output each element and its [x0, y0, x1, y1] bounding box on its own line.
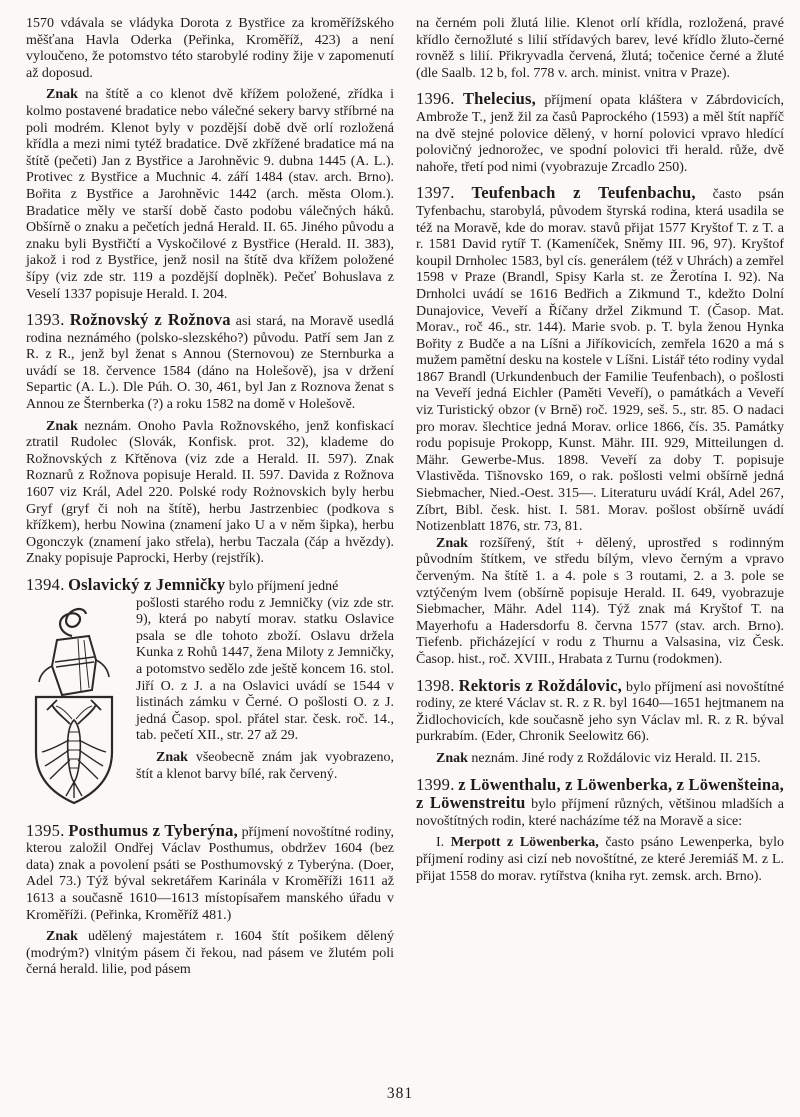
entry-number: 1394.: [26, 575, 65, 594]
znak-text: neznám. Jiné rody z Roždálovic viz Herald. II. 215.: [471, 750, 761, 766]
entry-1394-heading: [26, 577, 394, 596]
znak-paragraph-1395: [26, 929, 394, 979]
coat-of-arms-illustration: [26, 600, 122, 812]
entry-text: často psán Tyfenbachu, starobylá, původem štyrská rodina, která usadila se též na Moravě, kde do morav. stavů přijat 1577 Kryštof T. z T. a r. 1581 David rytíř T. (Kameníček, Sněmy III. 96, 97). Kryštof koupil Drnholec 1583, byl cís. generálem (též v Uhrách) a zemřel 1598 v Praze (Brandl, Spisy Karla st. ze Žerotína I. 92). Na Drnholci uvádí se 1616 Bedřich a Zikmund T., kdežto Dolní Dunajovice, Veveří a Říčany držel Zikmund T. (Časop. Mat. Morav., roč 46., str. 144). Marie svob. p. T. byla ženou Hynka Bořity z Budče a na Líšni a Jiříkovicích, zemřela 1620 a má s mužem pamětní desku na kostele v Líšni. Listář této rodiny vydal 1867 Brandl (Urkundenbuch der Familie Teufenbach), o pošlosti na Veveří jedná Eichler (Paměti Veveří), o památkách a Veveří viz Turistický obzor (v Brně) roč. 1929, seš. 5., str. 85. O nadaci pro morav. šlechtice jedná Morav. orlice 1866, čís. 35. Památky rodu popisuje Prokopp, Kunst. Mähr. III. 929, Mitteilungen d. Mähr. Gewerbe-Mus. 1898. Veveří za doby T. popisuje Vlastivěda. Tišnovsko 169, o rak. pošlosti velmi obšírně jedná Siebmacher, Nied.-Oest. 315—. Literaturu uvádí Král, Adel 267, Zíbrt, Bibl. česk. hist. I. 581. Morav. pošlost obšírně uvádí Notizenblatt 1876, str. 73, 81.: [416, 187, 784, 535]
entry-number: 1398.: [416, 675, 455, 695]
entry-1394-body: [26, 596, 394, 814]
znak-paragraph-bystrice: [26, 87, 394, 303]
entry-text: často psáno Lewenperka, bylo příjmení rodiny asi cizí neb novoštítné, ze které Jeremiáš M. z L. přijat 1558 do morav. rytířstva (kniha ryt. zemsk. arch. Brno).: [416, 835, 784, 884]
entry-name: Thelecius,: [462, 89, 536, 109]
entry-name: Teufenbach z Teufenbachu,: [471, 183, 696, 203]
znak-label: Znak: [436, 535, 468, 551]
entry-text: bylo příjmení různých, většinou mladších a novoštítných rodin, které nacházíme též na Moravě a sice:: [416, 797, 784, 829]
znak-text: neznám. Onoho Pavla Rožnovského, jenž konfiskací ztratil Rudolec (Slovák, Konfisk. prot. 32), klademe do Rožnovských z Křtěnova (viz zde a Herald. II. 597). Znak Roznarů z Rožnova popisuje Herald. II. 597. Davida z Rožnova 1607 viz Král, Adel 220. Polské rody Rożnovskich byly herbu Gryf (gryf či noh na štítě), herbu Jastrzenbiec (podkova s křížkem), herbu Nowina (znamení jako U a v něm šipka), herbu Ogonczyk (znamení jako střela), herbu Taczala (čáp a hvězdy). Znaky popisuje Paprocki, Herby (rejstřík).: [26, 418, 395, 567]
znak-label: Znak: [156, 749, 188, 765]
page-number: 381: [386, 1085, 414, 1103]
right-column: [416, 16, 784, 979]
znak-paragraph-1393: [26, 419, 394, 568]
entry-number: 1393.: [26, 310, 65, 330]
entry-1397: [416, 185, 784, 535]
entry-text: asi stará, na Moravě usedlá rodina neznámého (polsko-slezského?) původu. Patří sem Jan z R. z R., jenž byl ženat s Annou (Sternovou) ze Sternburka a uvádí se 18. července 1584 (dáno na Holešově), jsa v držení Separtic (A. L.). Dle Púh. O. 30, 461, byl Jan z Roznova ženat s Annou ze Šternberka (?) a roku 1582 na domě v Holešově.: [26, 314, 395, 413]
entry-name: Rektoris z Roždálovic,: [458, 675, 622, 695]
entry-name: Merpott z Löwenberka,: [450, 835, 599, 851]
entry-1399: [416, 774, 785, 831]
two-column-layout: [26, 16, 784, 979]
znak-text: udělený majestátem r. 1604 štít pošikem dělený (modrým?) vlnitým pásem či řekou, nad pásem ve žlutém poli černá herald. lilie, pod pásem: [26, 929, 394, 978]
znak-label: Znak: [46, 87, 78, 103]
continuation-paragraph: na černém poli žlutá lilie. Klenot orlí křídla, rozložená, pravé křídlo černožluté s lilií střídavých barev, levé křídlo žluto-černé rovněž s lilií. Přikryvadla červená, žlutá; točenice černé a žluté (dle Saalb. 12 b, fol. 778 v. arch. minist. vnitra v Praze).: [416, 16, 784, 81]
znak-label: Znak: [46, 418, 78, 434]
heraldic-crest-icon: [26, 600, 122, 812]
entry-number: 1396.: [416, 89, 455, 109]
entry-number: I.: [436, 835, 445, 851]
entry-1398: [416, 675, 784, 746]
znak-text: na štítě a co klenot dvě křížem položené, zřídka i kolmo postavené bradatice nebo válečné sekery barvy stříbrné na poli modrém. Klenot byly v pozdější době dvě orlí rozložená křídla a mezi nimi tytéž bradatice. Dvě zkřížené bradatice má na štítě (pečeti) Jan z Bystřice a Jarohněvic 9. dubna 1445 (A. L.). Protivec z Bystřice a Muchnic 4. září 1484 (stav. arch. Brno). Bořita z Bystřice a Jarohněvic 1442 (arch. města Olom.). Bradatice měly ve starší době často podobu válečných háků. Obšírně o znaku a pečetích jedná Herald. II. 65. Jiného původu a znaku byli Bystřičtí a Vyskočilové z Bystřice (Herald. II. 383), jakož i rod z Bystřice, jenž nosil na štítě dva křížem položené šípy (viz zde str. 119 a pozdější doplněk). Pečeť Bohuslava z Veselí 1337 popisuje Herald. I. 204.: [26, 87, 394, 302]
left-column: [26, 16, 394, 979]
znak-label: Znak: [436, 750, 468, 766]
znak-paragraph-1398: [416, 751, 784, 768]
entry-1393: [26, 312, 394, 414]
znak-text: rozšířený, štít + dělený, uprostřed s rodinným původním štítkem, ve středu bílým, vlevo černým a vpravo červeným. Na štítě 1. a 4. pole s 3 routami, 2. a 3. pole se vztýčeným lvem (obšírně popisuje Herald. II. 649, vyobrazuje Siebmacher, Mähr. Adel 114). Týž znak má Kryštof T. na Mayerhofu a Hadersdorfu 8. června 1577 (stav. arch. Brno). Tiefenb. přicházející v rodu z Thurnu a Valsasina, viz Česk. Časop. hist., roč. XVIII., Hrabata z Turnu (rodokmen).: [416, 535, 785, 667]
entry-text: příjmení opata kláštera v Zábrdovicích, Ambrože T., jenž žil za časů Paprockého (1593) a měl štít napříč na dvě stejné polovice dělený, v horní polovici vpravo hledící polovičný jednorožec, ve spodní polovici tři herald. růže, dvě nahoře, třetí pod nimi (vyobrazuje Zrcadlo 250).: [416, 93, 785, 175]
entry-lead: bylo příjmení jedné: [228, 579, 339, 594]
continuation-paragraph: 1570 vdávala se vládyka Dorota z Bystřice za kroměřížského měšťana Havla Oderka (Peřinka, Kroměříž, 423) a není vyloučeno, že potomstvo této starobylé rodiny žije v zapomenutí až doposud.: [26, 16, 394, 81]
entry-merpott: [416, 835, 784, 885]
entry-name: Oslavický z Jemničky: [68, 575, 226, 594]
entry-number: 1397.: [416, 183, 455, 203]
znak-text: všeobecně znám jak vyobrazeno, štít a klenot barvy bílé, rak červený.: [136, 749, 395, 782]
znak-label: Znak: [46, 929, 78, 945]
entry-number: 1399.: [416, 774, 455, 794]
entry-number: 1395.: [26, 820, 65, 840]
entry-text: příjmení novoštítné rodiny, kterou založil Ondřej Václav Posthumus, obdržev 1604 (bez data) znak a povolení psáti se Posthumovský z Tyberýna. (Doer, Adel 73.) Týž býval sekretářem Karinála v Kroměříži 1611 až 1613 a současně 1610—1613 místopísařem manského úřadu v Kroměříži. (Peřinka, Kroměříž 481.): [26, 824, 394, 923]
entry-name: Posthumus z Tyberýna,: [68, 820, 238, 840]
znak-paragraph-1397: [416, 536, 784, 669]
entry-text: bylo příjmení asi novoštítné rodiny, ze které Václav st. R. z R. byl 1640—1651 hejtmanem na Židlochovicích, kde současně jeho syn Václav ml. R. z R. býval purkrabím. (Eder, Chronik Seelowitz 66).: [416, 679, 784, 745]
entry-1394: [26, 577, 394, 814]
entry-name: z Löwenthalu, z Löwenberka, z Löwenšteina, z Löwenstreitu: [416, 774, 785, 813]
entry-text: pošlosti starého rodu z Jemničky (viz zde str. 9), která po nabytí morav. statku Oslavice psala se dle tohoto zboží. Oslavu držela Kunka z Rohů 1447, žena Miloty z Jemničky, a potomstvo sedělo zde ještě koncem 16. stol. Jiří O. z J. a na Oslavici uvádí se 1544 v listinách zámku v Černé. O pošlosti O. z J. jedná Časop. spol. přátel star. česk. roč. 14., tab. pečetí XII., str. 27 až 29.: [136, 595, 394, 744]
entry-name: Rožnovský z Rožnova: [69, 310, 231, 330]
entry-1396: [416, 91, 784, 176]
entry-1395: [26, 820, 394, 925]
